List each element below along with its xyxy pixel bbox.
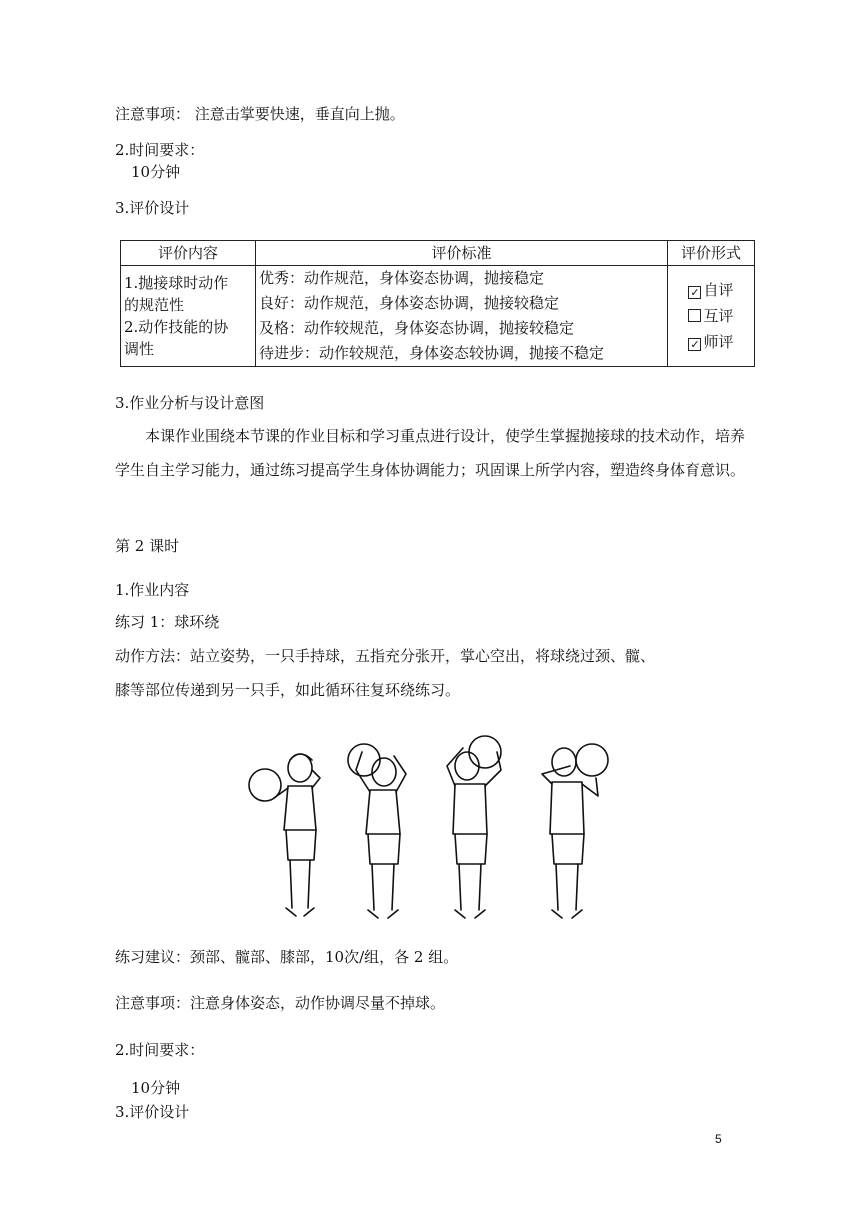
eval-design-heading-2: 3.评价设计 bbox=[115, 1103, 190, 1121]
content-line: 的规范性 bbox=[124, 296, 185, 314]
figure-1-ball-at-side bbox=[249, 754, 320, 916]
time-value-1: 10分钟 bbox=[131, 163, 181, 181]
table-header-row bbox=[121, 241, 755, 266]
header-content: 评价内容 bbox=[121, 241, 256, 266]
form-self: ✓ 自评 bbox=[690, 281, 734, 299]
checkbox-empty-icon bbox=[688, 309, 701, 322]
table-row bbox=[121, 266, 755, 367]
criteria-good: 良好：动作规范，身体姿态协调，抛接较稳定 bbox=[259, 294, 560, 312]
header-criteria: 评价标准 bbox=[256, 241, 668, 266]
time-requirement-heading-2: 2.时间要求： bbox=[115, 1041, 205, 1059]
content-line: 1.抛接球时动作 bbox=[124, 274, 229, 292]
analysis-heading: 3.作业分析与设计意图 bbox=[115, 394, 265, 412]
exercise-suggestion: 练习建议：颈部、髋部、膝部，10次/组，各 2 组。 bbox=[115, 948, 459, 966]
evaluation-table bbox=[120, 240, 755, 367]
homework-content-heading: 1.作业内容 bbox=[115, 581, 190, 599]
page-number: 5 bbox=[715, 1132, 722, 1146]
content-line: 2.动作技能的协 bbox=[124, 318, 229, 336]
ball-circling-illustration bbox=[240, 730, 640, 930]
criteria-pass: 及格：动作较规范，身体姿态协调，抛接较稳定 bbox=[259, 319, 575, 337]
header-form: 评价形式 bbox=[668, 241, 755, 266]
method-line-2: 膝等部位传递到另一只手，如此循环往复环绕练习。 bbox=[115, 681, 461, 699]
time-requirement-heading-1: 2.时间要求： bbox=[115, 141, 205, 159]
figure-2-ball-behind-head bbox=[348, 744, 406, 918]
exercise-1-title: 练习 1：球环绕 bbox=[115, 613, 220, 631]
method-line-1: 动作方法：站立姿势，一只手持球，五指充分张开，掌心空出，将球绕过颈、髋、 bbox=[115, 647, 656, 665]
time-value-2: 10分钟 bbox=[131, 1079, 181, 1097]
eval-design-heading-1: 3.评价设计 bbox=[115, 199, 190, 217]
criteria-excellent: 优秀：动作规范，身体姿态协调，抛接稳定 bbox=[259, 269, 545, 287]
lesson-2-heading: 第 2 课时 bbox=[115, 537, 180, 555]
content-cell bbox=[121, 266, 256, 367]
criteria-cell bbox=[256, 266, 668, 367]
analysis-paragraph: 本课作业围绕本节课的作业目标和学习重点进行设计，使学生掌握抛接球的技术动作，培养学生自主学习能力，通过练习提高学生身体协调能力；巩固课上所学内容，塑造终身体育意识。 bbox=[115, 427, 746, 479]
figure-3-ball-on-shoulder bbox=[447, 736, 501, 918]
note-line-2: 注意事项：注意身体姿态，动作协调尽量不掉球。 bbox=[115, 994, 446, 1012]
form-peer: 互评 bbox=[671, 303, 751, 329]
checkbox-checked-icon: ✓ bbox=[690, 338, 700, 351]
figure-4-ball-by-face bbox=[542, 744, 608, 918]
form-teacher: ✓ 师评 bbox=[690, 333, 734, 351]
form-cell bbox=[668, 266, 755, 367]
content-line: 调性 bbox=[124, 340, 155, 358]
checkbox-checked-icon: ✓ bbox=[690, 286, 700, 299]
criteria-improve: 待进步：动作较规范，身体姿态较协调，抛接不稳定 bbox=[259, 344, 605, 362]
note-line-1: 注意事项： 注意击掌要快速，垂直向上抛。 bbox=[115, 105, 405, 123]
